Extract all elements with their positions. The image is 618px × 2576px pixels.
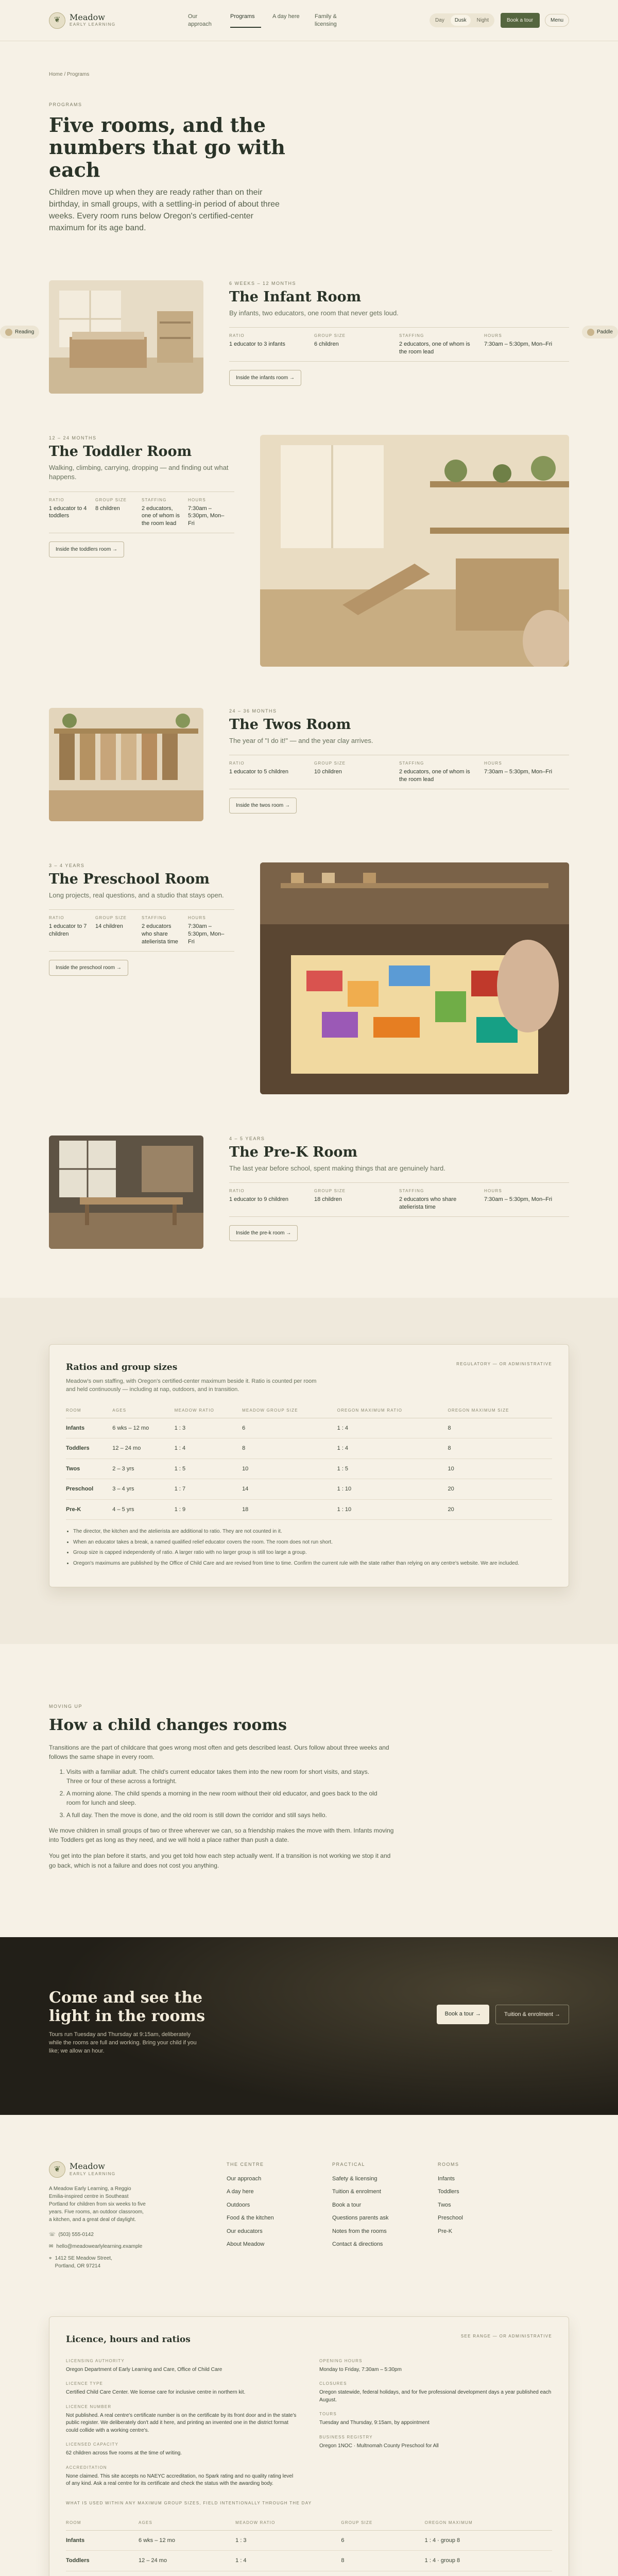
room-infant — [49, 280, 569, 394]
room-stats — [229, 327, 569, 362]
stat-label: RATIO — [229, 761, 245, 766]
stat-label: STAFFING — [142, 916, 167, 921]
room-title: The Toddler Room — [49, 443, 192, 460]
room-prek — [49, 1136, 569, 1249]
footer-link[interactable]: Outdoors — [227, 2201, 250, 2208]
twos-room-photo — [49, 708, 203, 821]
logo[interactable] — [49, 12, 188, 29]
changes-paragraph: You get into the plan before it starts, and you get told how each step actually went. If a transition is not working we stop it and go back, which is not a failure and does not cost you anything. — [49, 1852, 391, 1869]
changes-title: How a child changes rooms — [49, 1716, 287, 1734]
footer-link[interactable]: Toddlers — [438, 2189, 459, 2195]
stat-value: 18 children — [314, 1196, 342, 1203]
footer-link[interactable]: Questions parents ask — [332, 2215, 389, 2222]
cell — [66, 2571, 139, 2576]
stat-value: 1 educator to 3 infants — [229, 341, 285, 348]
cell: Infants — [66, 1418, 112, 1438]
licence-label: TOURS — [319, 2412, 337, 2417]
stat-value: 7:30am – 5:30pm, Mon–Fri — [484, 769, 553, 775]
paddle-dot-icon — [587, 329, 594, 336]
licence-card — [49, 2316, 569, 2576]
brand-name: Meadow — [70, 2161, 105, 2172]
licence-value: Monday to Friday, 7:30am – 5:30pm — [319, 2366, 402, 2372]
cell: 14 — [242, 1479, 337, 1500]
stat-label: GROUP SIZE — [314, 761, 346, 766]
main-nav — [188, 13, 430, 28]
cta-tuition-button[interactable]: Tuition & enrolment → — [495, 2005, 569, 2025]
cell: Preschool — [66, 1479, 112, 1500]
hero-eyebrow: PROGRAMS — [49, 102, 82, 107]
note-item: • Group size is capped independently of ratio. A larger ratio with no larger group is still too large a group. — [73, 1549, 552, 1557]
cta-title: Come and see the light in the rooms — [49, 1989, 205, 2026]
col-header: OREGON MAXIMUM — [425, 2516, 552, 2531]
footer-link[interactable]: Safety & licensing — [332, 2175, 377, 2182]
licence-value: Tuesday and Thursday, 9:15am, by appointment — [319, 2420, 430, 2426]
stat-value: 7:30am – 5:30pm, Mon–Fri — [188, 505, 225, 527]
theme-day[interactable]: Day — [435, 18, 444, 23]
cell: 1 : 10 — [337, 1499, 448, 1520]
stat-label: STAFFING — [399, 1189, 424, 1194]
theme-night[interactable]: Night — [476, 18, 489, 23]
ratios-card — [49, 1344, 569, 1587]
changes-paragraph: We move children in small groups of two or three wherever we can, so a friendship makes the move with them. Infants moving into Toddlers get as long as they need, and we will hold a place rather than push a date. — [49, 1826, 394, 1844]
mail-icon: ✉ — [49, 2244, 54, 2250]
footer-link[interactable]: Contact & directions — [332, 2241, 383, 2248]
stat-value: 1 educator to 5 children — [229, 769, 288, 775]
cell: 20 — [448, 1499, 552, 1520]
stat-value: 2 educators, one of whom is the room lead — [399, 341, 470, 355]
footer-link[interactable]: Tuition & enrolment — [332, 2189, 381, 2195]
cell: 12 – 24 mo — [139, 2551, 235, 2571]
cell: 20 — [448, 1479, 552, 1500]
brand-sub: EARLY LEARNING — [70, 22, 116, 27]
stat-value: 10 children — [314, 769, 342, 775]
footer-link[interactable]: Our approach — [227, 2175, 262, 2182]
stat-label: STAFFING — [399, 761, 424, 766]
stat-label: RATIO — [49, 916, 64, 921]
stat-label: GROUP SIZE — [314, 333, 346, 338]
stat-label: RATIO — [229, 1189, 245, 1194]
stat-label: GROUP SIZE — [95, 916, 127, 921]
cell: 1 : 5 — [175, 1459, 242, 1479]
cell: 1 : 9 — [175, 1499, 242, 1520]
footer-link[interactable]: Notes from the rooms — [332, 2228, 387, 2234]
cell: 1 : 4 — [337, 1418, 448, 1438]
room-toddler — [49, 435, 569, 667]
room-eyebrow: 24 – 36 MONTHS — [229, 708, 277, 714]
infant-room-photo — [49, 280, 203, 394]
cell: Pre-K — [66, 1499, 112, 1520]
cta-text: Tours run Tuesday and Thursday at 9:15am, deliberately while the rooms are full and working. Bring your child if you like; we allow an hour. — [49, 2031, 197, 2055]
cell: 8 — [448, 1438, 552, 1459]
cell: 3 – 4 yrs — [112, 1479, 174, 1500]
nav-a-day-here[interactable]: A day here — [272, 13, 300, 20]
footer-link[interactable]: Twos — [438, 2201, 451, 2208]
licence-subhead: WHAT IS USED WITHIN ANY MAXIMUM GROUP SIZES, FIELD INTENTIONALLY THROUGH THE DAY — [66, 2500, 312, 2505]
footer-link[interactable]: Book a tour — [332, 2201, 362, 2208]
room-subtitle: Long projects, real questions, and a studio that stays open. — [49, 891, 224, 900]
cell: 18 — [242, 1499, 337, 1520]
ratios-section — [0, 1298, 618, 1644]
stat-value: 7:30am – 5:30pm, Mon–Fri — [484, 1196, 553, 1203]
footer-link[interactable]: Food & the kitchen — [227, 2215, 274, 2222]
phone-icon: ☏ — [49, 2232, 56, 2238]
changes-eyebrow: MOVING UP — [49, 1704, 83, 1709]
brand-sub: EARLY LEARNING — [70, 2172, 116, 2177]
pin-icon: ⌖ — [49, 2256, 52, 2262]
reading-dot-icon — [5, 329, 12, 336]
cell: 6 wks – 12 mo — [139, 2530, 235, 2551]
licence-label: CLOSURES — [319, 2381, 347, 2386]
cell: Twos — [66, 1459, 112, 1479]
stat-label: GROUP SIZE — [95, 497, 127, 502]
ratios-tag: REGULATORY — OR ADMINISTRATIVE — [456, 1362, 552, 1367]
licence-label: LICENCE TYPE — [66, 2381, 104, 2386]
ratios-title: Ratios and group sizes — [66, 1362, 178, 1373]
cell: 1 : 4 — [337, 1438, 448, 1459]
licence-value: Certified Child Care Center. We license care for inclusive centre in northern kit. — [66, 2389, 246, 2396]
footer-link[interactable]: About Meadow — [227, 2241, 265, 2248]
inside-preschool-button[interactable]: Inside the preschool room → — [49, 960, 128, 976]
room-change-section — [49, 1644, 569, 1937]
leaf-icon: ❦ — [49, 2161, 65, 2178]
room-title: The Preschool Room — [49, 871, 210, 887]
cell: 1 : 4 — [175, 1438, 242, 1459]
licence-value: Oregon statewide, federal holidays, and for five professional development days a year published each August. — [319, 2389, 552, 2403]
nav-family-licensing[interactable]: Family & licensing — [315, 13, 337, 27]
cell: 6 wks – 12 mo — [112, 1418, 174, 1438]
room-twos — [49, 708, 569, 821]
licence-title: Licence, hours and ratios — [66, 2334, 191, 2345]
cell: 6 — [242, 1418, 337, 1438]
toddler-room-photo — [260, 435, 569, 667]
footer-col-practical — [332, 2161, 438, 2270]
cell: 4 – 5 yrs — [112, 1499, 174, 1520]
cell: 1 : 3 — [175, 1418, 242, 1438]
col-header: ROOM — [66, 2516, 139, 2531]
paddle-chip[interactable] — [582, 326, 618, 338]
nav-programs[interactable]: Programs — [230, 13, 261, 28]
licence-value: 62 children across five rooms at the time of writing. — [66, 2450, 182, 2456]
licence-value: Oregon Department of Early Learning and Care, Office of Child Care — [66, 2366, 222, 2372]
col-header: AGES — [112, 1403, 174, 1418]
paddle-chip-label: Paddle — [596, 329, 613, 335]
col-header: GROUP SIZE — [341, 2516, 424, 2531]
inside-twos-button[interactable]: Inside the twos room → — [229, 798, 297, 814]
reading-chip-label: Reading — [15, 329, 35, 335]
step-item: 2. A morning alone. The child spends a morning in the new room without their old educator, and goes back to the old room for lunch and sleep. — [66, 1789, 379, 1807]
inside-toddlers-button[interactable]: Inside the toddlers room → — [49, 541, 124, 557]
cell: Toddlers — [66, 1438, 112, 1459]
changes-lead: Transitions are the part of childcare that goes wrong most often and gets described least. Ours follow about three weeks and follows the same shape in every room. — [49, 1743, 389, 1761]
ratios-notes — [66, 1528, 552, 1567]
preschool-room-photo — [260, 862, 569, 1094]
cell: 1 : 3 — [235, 2530, 341, 2551]
footer-phone[interactable]: (503) 555-0142 — [58, 2232, 94, 2238]
col-header: MEADOW RATIO — [175, 1403, 242, 1418]
stat-label: RATIO — [49, 497, 64, 502]
room-stats — [49, 492, 234, 534]
cell: 12 – 24 mo — [112, 1438, 174, 1459]
room-eyebrow: 6 WEEKS – 12 MONTHS — [229, 281, 297, 286]
cell — [341, 2571, 424, 2576]
stat-value: 2 educators, one of whom is the room lead — [399, 769, 470, 783]
licence-value: None claimed. This site accepts no NAEYC accreditation, no Spark rating and no quality rating level of any kind. Ask a real centre for its certificate and check the status with the awarding body. — [66, 2473, 294, 2487]
cell: 8 — [448, 1418, 552, 1438]
licence-value: Not published. A real centre's certificate number is on the certificate by its front door and in the state's public register. We deliberately don't add it here, and printing an invented one in the district format could collide with a working centre's. — [66, 2412, 297, 2433]
stat-value: 14 children — [95, 923, 123, 930]
table-row — [66, 2571, 552, 2576]
cell: 6 — [341, 2530, 424, 2551]
leaf-icon: ❦ — [49, 12, 65, 29]
cell: 1 : 7 — [175, 1479, 242, 1500]
licence-label: LICENSED CAPACITY — [66, 2442, 119, 2447]
page-title: Five rooms, and the numbers that go with each — [49, 113, 285, 181]
brand-name: Meadow — [70, 12, 105, 22]
cell: 1 : 4 · group 8 — [425, 2530, 552, 2551]
col-header: AGES — [139, 2516, 235, 2531]
reading-chip[interactable] — [0, 326, 39, 338]
breadcrumb[interactable]: Home / Programs — [49, 72, 90, 77]
room-eyebrow: 12 – 24 MONTHS — [49, 435, 97, 441]
stat-value: 7:30am – 5:30pm, Mon–Fri — [484, 341, 553, 348]
cell: Infants — [66, 2530, 139, 2551]
licence-label: LICENCE NUMBER — [66, 2404, 112, 2409]
inside-infants-button[interactable]: Inside the infants room → — [229, 370, 301, 386]
room-title: The Pre-K Room — [229, 1144, 358, 1160]
footer-logo[interactable] — [49, 2161, 188, 2178]
cell: 1 : 4 — [235, 2551, 341, 2571]
tour-cta-banner — [0, 1937, 618, 2115]
col-header: MEADOW RATIO — [235, 2516, 341, 2531]
footer-col-rooms — [438, 2161, 569, 2270]
col-header: OREGON MAXIMUM SIZE — [448, 1403, 552, 1418]
stat-value: 2 educators who share atelierista time — [142, 923, 178, 945]
stat-label: STAFFING — [399, 333, 424, 338]
note-item: • The director, the kitchen and the atelierista are additional to ratio. They are not counted in it. — [73, 1528, 552, 1536]
table-row — [66, 2551, 552, 2571]
stat-value: 8 children — [95, 505, 120, 512]
footer-address: 1412 SE Meadow Street, Portland, OR 97214 — [55, 2256, 112, 2269]
room-preschool — [49, 862, 569, 1094]
cell: 1 : 5 — [337, 1459, 448, 1479]
cell: 10 — [448, 1459, 552, 1479]
room-title: The Twos Room — [229, 716, 351, 733]
licence-label: ACCREDITATION — [66, 2465, 107, 2470]
room-stats — [229, 1182, 569, 1217]
rooms-section — [0, 280, 618, 1298]
book-tour-button[interactable]: Book a tour — [501, 13, 540, 28]
table-row — [66, 1479, 552, 1500]
table-row — [66, 1418, 552, 1438]
note-item: • When an educator takes a break, a named qualified relief educator covers the room. The room does not run short. — [73, 1539, 552, 1547]
stat-value: 1 educator to 9 children — [229, 1196, 288, 1203]
licence-value: Oregon 1NOC · Multnomah County Preschool for All — [319, 2443, 439, 2449]
table-row — [66, 2530, 552, 2551]
step-item: 1. Visits with a familiar adult. The child's current educator takes them into the new room for short visits, and stays. Three or four of these across a fortnight. — [66, 1767, 379, 1786]
cell — [425, 2571, 552, 2576]
footer-col-centre — [227, 2161, 332, 2270]
cta-book-tour-button[interactable]: Book a tour → — [437, 2005, 489, 2025]
table-row — [66, 1438, 552, 1459]
stat-value: 1 educator to 4 toddlers — [49, 505, 87, 519]
col-header: MEADOW GROUP SIZE — [242, 1403, 337, 1418]
hero — [49, 41, 569, 280]
changes-steps — [49, 1767, 379, 1820]
stat-value: 2 educators, one of whom is the room lead — [142, 505, 180, 527]
col-header: OREGON MAXIMUM RATIO — [337, 1403, 448, 1418]
footer-link[interactable]: A day here — [227, 2189, 254, 2195]
footer — [0, 2115, 618, 2576]
room-subtitle: Walking, climbing, carrying, dropping — and finding out what happens. — [49, 464, 229, 481]
footer-about: A Meadow Early Learning, a Reggio Emilia-inspired centre in Southeast Portland for children from six weeks to five years. Five rooms, an outdoor classroom, a kitchen, and a great deal of daylight. — [49, 2186, 146, 2223]
stat-label: HOURS — [188, 916, 206, 921]
cell: 1 : 4 · group 8 — [425, 2551, 552, 2571]
room-eyebrow: 3 – 4 YEARS — [49, 863, 85, 869]
cell: 1 : 10 — [337, 1479, 448, 1500]
licence-tag: SEE RANGE — OR ADMINISTRATIVE — [460, 2334, 552, 2339]
inside-prek-button[interactable]: Inside the pre-k room → — [229, 1225, 298, 1241]
stat-label: RATIO — [229, 333, 245, 338]
cell — [235, 2571, 341, 2576]
room-title: The Infant Room — [229, 289, 362, 305]
stat-value: 7:30am – 5:30pm, Mon–Fri — [188, 923, 225, 945]
room-stats — [49, 909, 234, 952]
cell: 2 – 3 yrs — [112, 1459, 174, 1479]
licence-table — [66, 2516, 552, 2576]
note-item: • Oregon's maximums are published by the Office of Child Care and are revised from time to time. Confirm the current rule with the state rather than relying on any centre's website. We are included. — [73, 1560, 552, 1568]
stat-label: HOURS — [188, 497, 206, 502]
ratios-table — [66, 1403, 552, 1520]
stat-value: 1 educator to 7 children — [49, 923, 87, 938]
footer-col-heading: THE CENTRE — [227, 2162, 264, 2167]
nav-our-approach[interactable]: Our approach — [188, 13, 212, 27]
licence-label: LICENSING AUTHORITY — [66, 2358, 125, 2363]
stat-label: GROUP SIZE — [314, 1189, 346, 1194]
room-subtitle: The year of "I do it!" — and the year clay arrives. — [229, 737, 373, 745]
licence-label: BUSINESS REGISTRY — [319, 2434, 373, 2439]
step-item: 3. A full day. Then the move is done, and the old room is still down the corridor and still says hello. — [66, 1810, 379, 1820]
stat-label: HOURS — [484, 761, 502, 766]
cell: Toddlers — [66, 2551, 139, 2571]
theme-dusk[interactable]: Dusk — [451, 15, 471, 26]
theme-switch — [430, 13, 494, 27]
table-row — [66, 1499, 552, 1520]
cell — [139, 2571, 235, 2576]
footer-link[interactable]: Infants — [438, 2175, 455, 2182]
footer-link[interactable]: Our educators — [227, 2228, 263, 2234]
room-stats — [229, 755, 569, 789]
footer-link[interactable]: Preschool — [438, 2215, 463, 2222]
room-subtitle: By infants, two educators, one room that never gets loud. — [229, 309, 399, 317]
stat-value: 6 children — [314, 341, 339, 348]
stat-label: STAFFING — [142, 497, 167, 502]
cell: 10 — [242, 1459, 337, 1479]
footer-email[interactable]: hello@meadowearlylearning.example — [56, 2244, 143, 2250]
menu-button[interactable]: Menu — [545, 14, 569, 27]
ratios-desc: Meadow's own staffing, with Oregon's certified-center maximum beside it. Ratio is counted per room and held continuously — including at nap, outdoors, and in transition. — [66, 1378, 317, 1393]
licence-label: OPENING HOURS — [319, 2358, 363, 2363]
stat-value: 2 educators who share atelierista time — [399, 1196, 457, 1211]
stat-label: HOURS — [484, 1189, 502, 1194]
prek-room-photo — [49, 1136, 203, 1249]
col-header: ROOM — [66, 1403, 112, 1418]
table-row — [66, 1459, 552, 1479]
footer-col-heading: PRACTICAL — [332, 2162, 366, 2167]
footer-col-heading: ROOMS — [438, 2162, 459, 2167]
cell: 8 — [341, 2551, 424, 2571]
stat-label: HOURS — [484, 333, 502, 338]
hero-text: Children move up when they are ready rather than on their birthday, in small groups, with a settling-in period of about three weeks. Every room runs below Oregon's certified-center maximum for its age band. — [49, 188, 280, 233]
footer-link[interactable]: Pre-K — [438, 2228, 453, 2234]
cell: 8 — [242, 1438, 337, 1459]
top-bar — [0, 0, 618, 41]
room-eyebrow: 4 – 5 YEARS — [229, 1136, 265, 1142]
room-subtitle: The last year before school, spent making things that are genuinely hard. — [229, 1164, 445, 1173]
